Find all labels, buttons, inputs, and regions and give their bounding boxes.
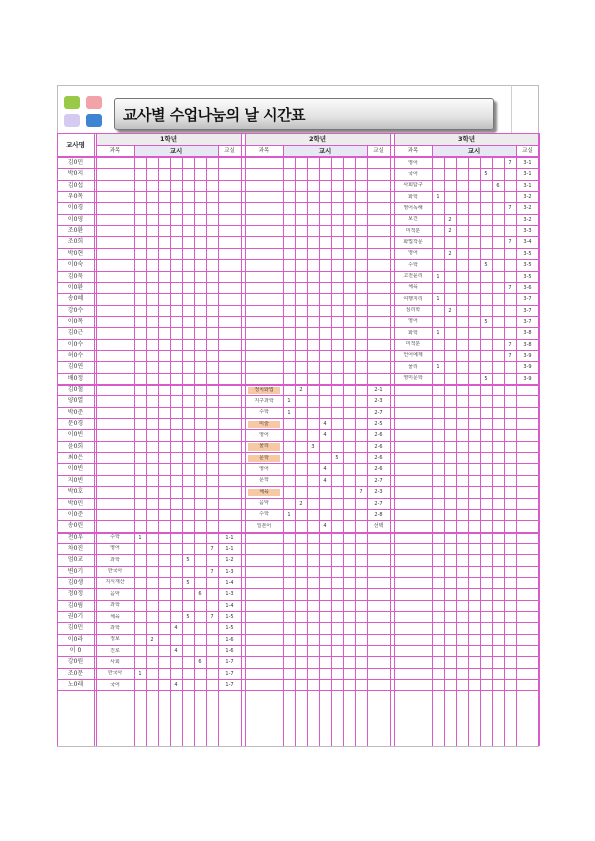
grid-line [134,145,135,746]
grid-line [57,327,539,328]
room-cell: 1-4 [225,579,234,586]
grid-line [57,475,539,476]
room-cell: 1-7 [225,659,234,666]
teacher-name: 윤0희 [67,442,84,450]
grid-line [57,180,539,181]
subject-cell: 영어독해 [403,204,423,211]
grid-line [283,145,284,746]
teacher-name: 김0생 [67,578,84,586]
period-mark: 2 [448,250,452,257]
period-mark: 7 [508,205,512,212]
room-cell: 2-7 [374,409,383,416]
subject-cell: 체육 [408,284,418,291]
grid-line [295,157,296,746]
period-mark: 1 [138,670,142,677]
subject-cell: 미적분 [405,341,421,348]
period-mark: 6 [496,182,500,189]
teacher-name: 허0수 [67,351,84,359]
room-cell: 2-5 [374,421,383,428]
teacher-name: 송0린 [67,522,84,530]
grid-line [539,133,540,746]
room-cell: 2-7 [374,477,383,484]
grid-line [331,157,332,746]
teacher-name: 엄0교 [67,556,84,564]
period-mark: 7 [508,341,512,348]
grid-line [57,679,539,680]
teacher-name: 강0원 [67,658,84,666]
grid-line [57,133,539,134]
period-mark: 1 [287,511,291,518]
grid-line [57,690,539,691]
grid-line [57,622,539,623]
period-mark: 4 [323,477,327,484]
period-mark: 4 [323,466,327,473]
grid-line [57,554,539,555]
subject-cell: 음악 [110,590,120,597]
grid-line [57,373,539,374]
grid-line [355,157,356,746]
teacher-name: 김0민 [67,624,84,632]
room-cell: 2-6 [374,432,383,439]
room-cell: 2-7 [374,500,383,507]
period-mark: 1 [287,409,291,416]
grid-line [394,133,395,746]
subject-cell: 수학 [110,534,120,541]
grid-line [456,157,457,746]
period-mark: 1 [436,296,440,303]
grid-line [57,168,539,169]
grid-line [57,634,539,635]
teacher-name: 조0희 [67,238,84,246]
subject-cell: 영어 [110,545,120,552]
teacher-name: 배0정 [67,374,84,382]
teacher-name: 권0기 [67,613,84,620]
subject-cell: 수학 [259,409,269,416]
blue-square-icon [86,114,102,127]
grid-line [57,668,539,669]
grid-line [96,133,97,746]
grid-line [57,407,539,408]
grid-line [444,157,445,746]
room-cell: 2-8 [374,511,383,518]
teacher-name: 이0수 [67,340,84,348]
subject-cell: 영어 [259,431,269,438]
teacher-name: 이0빈 [67,431,84,439]
period-mark: 1 [436,273,440,280]
teacher-name: 이0준 [67,510,84,518]
period-header: 교시 [318,147,332,155]
room-cell: 3-7 [523,318,532,325]
period-mark: 2 [448,216,452,223]
room-cell: 3-2 [523,216,532,223]
grid-line [182,157,183,746]
green-square-icon [64,96,80,109]
teacher-name: 이0환 [67,283,84,291]
subject-cell: 지구과학 [254,397,274,404]
subject-cell: 일본어 [256,522,272,529]
period-mark: 4 [323,421,327,428]
subject-cell: 문학 [259,477,269,484]
grid-line [57,566,539,567]
room-cell: 1-7 [225,682,234,689]
subject-cell: 정치와법 [248,387,280,394]
period-mark: 4 [174,625,178,632]
period-mark: 4 [323,523,327,530]
teacher-name: 우0목 [67,193,84,201]
grid-line [158,157,159,746]
teacher-header: 교사명 [66,141,85,149]
teacher-name: 전0우 [67,533,84,541]
period-mark: 7 [508,352,512,359]
grid-line [468,157,469,746]
subject-cell: 과학 [110,556,120,563]
teacher-name: 김0림 [67,601,84,609]
grid-line [480,157,481,746]
subject-cell: 화학 [408,193,418,200]
teacher-name: 노0래 [67,681,84,689]
room-cell: 1-6 [225,636,234,643]
teacher-name: 이0목 [67,317,84,325]
grid-line [245,133,246,746]
grid-line [170,157,171,746]
teacher-name: 김0연 [67,363,84,371]
period-mark: 6 [198,591,202,598]
subject-cell: 수학 [259,511,269,518]
room-cell: 3-7 [523,307,532,314]
grid-line [57,429,539,430]
room-cell: 1-6 [225,648,234,655]
room-cell: 1-4 [225,602,234,609]
period-mark: 6 [198,659,202,666]
period-mark: 5 [335,455,339,462]
grid-line [57,418,539,419]
grid-line [96,145,539,146]
subject-cell: 수학 [408,261,418,268]
grid-line [57,600,539,601]
period-mark: 5 [484,318,488,325]
subject-cell: 지식재산 [105,579,125,586]
subject-cell: 물리 [248,443,280,450]
grid-line [57,656,539,657]
room-cell: 1-3 [225,591,234,598]
room-cell: 1-5 [225,625,234,632]
period-header: 교시 [467,147,481,155]
period-mark: 2 [448,307,452,314]
room-cell: 3-8 [523,341,532,348]
subject-cell: 문학 [248,455,280,462]
teacher-name: 김0묵 [67,272,84,280]
grid-line [57,486,539,487]
title-banner [114,98,494,130]
room-cell: 1-7 [225,670,234,677]
room-cell: 2-3 [374,489,383,496]
subject-cell: 음악 [259,500,269,506]
grid-line [57,214,539,215]
period-mark: 2 [299,387,303,393]
period-mark: 5 [186,557,190,564]
teacher-name: 송0혜 [67,295,84,303]
grid-line [57,645,539,646]
timetable-grid [57,133,539,746]
teacher-name: 이0빈 [67,465,84,473]
teacher-name: 박0지 [67,170,84,178]
room-cell: 3-7 [523,296,532,303]
page-title: 교사별 수업나눔의 날 시간표 [123,106,306,124]
period-mark: 7 [508,284,512,291]
period-mark: 2 [448,228,452,235]
subject-cell: 사회 [110,658,120,665]
teacher-name: 지0빈 [67,476,84,484]
grid-line [57,588,539,589]
period-mark: 5 [484,375,488,382]
room-cell: 1-1 [225,545,234,552]
grid-line [57,361,539,362]
subject-cell: 체육 [248,489,280,496]
subject-cell: 보건 [408,216,418,223]
room-cell: 3-6 [523,284,532,291]
subject-cell: 물리 [408,363,418,370]
room-cell: 3-5 [523,250,532,257]
room-cell: 3-9 [523,375,532,382]
room-cell: 3-5 [523,273,532,280]
grade-header-3: 3학년 [457,135,476,143]
teacher-name: 이 0 [69,647,82,655]
teacher-name: 조0환 [67,227,84,235]
room-cell: 1-5 [225,614,234,620]
subject-cell: 고전윤리 [403,273,423,279]
period-header: 교시 [169,147,183,155]
room-cell: 3-2 [523,194,532,201]
grid-line [57,463,539,464]
title-icon-group [64,96,108,130]
teacher-name: 조0문 [67,669,84,677]
subject-cell: 정보 [110,636,120,643]
grade-header-1: 1학년 [159,135,178,143]
grid-line [206,157,207,746]
room-cell: 2-6 [374,466,383,473]
subject-cell: 심리학 [405,307,421,314]
period-mark: 5 [484,171,488,178]
grid-line [57,293,539,294]
grid-line [57,225,539,226]
grid-line [57,236,539,237]
period-mark: 7 [210,545,214,552]
room-cell: 3-4 [523,239,532,246]
subject-cell: 과학 [110,624,120,631]
period-mark: 4 [323,432,327,439]
subject-cell: 한국사 [107,670,123,677]
room-header: 교실 [224,148,235,154]
grid-line [57,271,539,272]
pink-square-icon [86,96,102,109]
subject-cell: 사회탐구 [403,182,423,189]
period-mark: 1 [287,398,291,405]
teacher-name: 변0기 [67,567,84,575]
grid-line [57,248,539,249]
grid-line [432,145,433,746]
period-mark: 4 [174,648,178,655]
teacher-name: 최0은 [67,454,84,462]
period-mark: 2 [299,500,303,507]
room-cell: 2-3 [374,398,383,405]
subject-cell: 진로 [110,647,120,654]
period-mark: 1 [138,534,142,541]
grid-line [94,133,95,746]
teacher-name: 이0경 [67,204,84,212]
subject-cell: 언어예제 [403,352,423,359]
grid-line [319,157,320,746]
grid-line [57,509,539,510]
subject-cell: 영미문학 [403,375,423,382]
grid-line [57,395,539,396]
teacher-name: 차0진 [67,544,84,552]
lavender-square-icon [64,114,80,127]
grid-line [241,133,242,746]
teacher-name: 정0정 [67,590,84,598]
teacher-name: 김0철 [67,386,84,393]
subject-cell: 화법작문 [403,238,423,245]
grid-line [57,305,539,306]
teacher-name: 양0열 [67,397,84,405]
period-mark: 2 [150,636,154,643]
period-mark: 4 [174,682,178,689]
grid-line [57,202,539,203]
subject-cell: 미술 [248,421,280,428]
room-cell: 3-9 [523,364,532,371]
grid-line [57,452,539,453]
subject-cell: 체육 [110,613,120,620]
subject-header: 과목 [407,148,419,154]
grid-line [57,191,539,192]
room-cell: 2-1 [374,387,383,393]
period-mark: 1 [436,194,440,201]
grid-line [492,157,493,746]
subject-cell: 국어 [408,170,418,177]
teacher-name: 이0영 [67,215,84,223]
teacher-name: 이0숙 [67,261,84,269]
subject-cell: 영어 [408,318,418,325]
teacher-name: 김0근 [67,329,84,337]
subject-cell: 영어 [408,159,418,166]
grid-line [57,441,539,442]
period-mark: 5 [484,262,488,269]
subject-header: 과목 [258,148,270,154]
period-mark: 7 [210,568,214,575]
subject-cell: 화학 [408,329,418,336]
subject-cell: 과학 [110,602,120,609]
period-mark: 7 [508,160,512,166]
grid-line [57,611,539,612]
grid-line [57,316,539,317]
subject-header: 과목 [109,148,121,154]
room-cell: 3-5 [523,262,532,269]
room-cell: 1-1 [225,534,234,541]
teacher-name: 박0민 [67,499,84,507]
room-cell: 선택 [373,523,384,530]
subject-cell: 여행지리 [403,295,423,302]
grid-line [57,157,539,158]
room-cell: 3-1 [523,171,532,178]
room-cell: 3-2 [523,205,532,212]
grid-line [57,350,539,351]
room-cell: 3-1 [523,160,532,166]
period-mark: 7 [508,239,512,246]
grid-line [390,133,391,746]
grid-line [57,577,539,578]
period-mark: 3 [311,443,315,450]
period-mark: 5 [186,579,190,586]
teacher-name: 박0현 [67,249,84,257]
room-cell: 2-6 [374,443,383,450]
subject-cell: 미적분 [405,227,421,234]
room-cell: 3-1 [523,182,532,189]
period-mark: 7 [359,489,363,496]
period-mark: 1 [436,330,440,337]
teacher-name: 김0섭 [67,181,84,189]
period-mark: 5 [186,614,190,620]
room-cell: 1-3 [225,568,234,575]
teacher-name: 강0수 [67,306,84,314]
room-cell: 3-8 [523,330,532,337]
subject-cell: 영어 [259,465,269,472]
grid-line [57,543,539,544]
subject-cell: 한국사 [107,568,123,575]
title-divider [511,85,512,133]
grade-header-2: 2학년 [308,135,327,143]
teacher-name: 박0준 [67,408,84,416]
grid-line [146,157,147,746]
teacher-name: 문0경 [67,420,84,428]
grid-line [343,157,344,746]
grid-line [57,282,539,283]
room-header: 교실 [522,148,533,154]
teacher-name: 김0민 [67,159,84,166]
subject-cell: 국어 [110,681,120,688]
period-mark: 7 [210,614,214,620]
period-mark: 1 [436,364,440,371]
room-header: 교실 [373,148,384,154]
grid-line [57,520,539,521]
teacher-name: 이0라 [67,635,84,643]
grid-line [57,339,539,340]
room-cell: 3-3 [523,228,532,235]
room-cell: 2-6 [374,455,383,462]
room-cell: 3-9 [523,352,532,359]
subject-cell: 영어 [408,250,418,257]
teacher-name: 박0호 [67,488,84,496]
grid-line [57,259,539,260]
room-cell: 1-2 [225,557,234,564]
